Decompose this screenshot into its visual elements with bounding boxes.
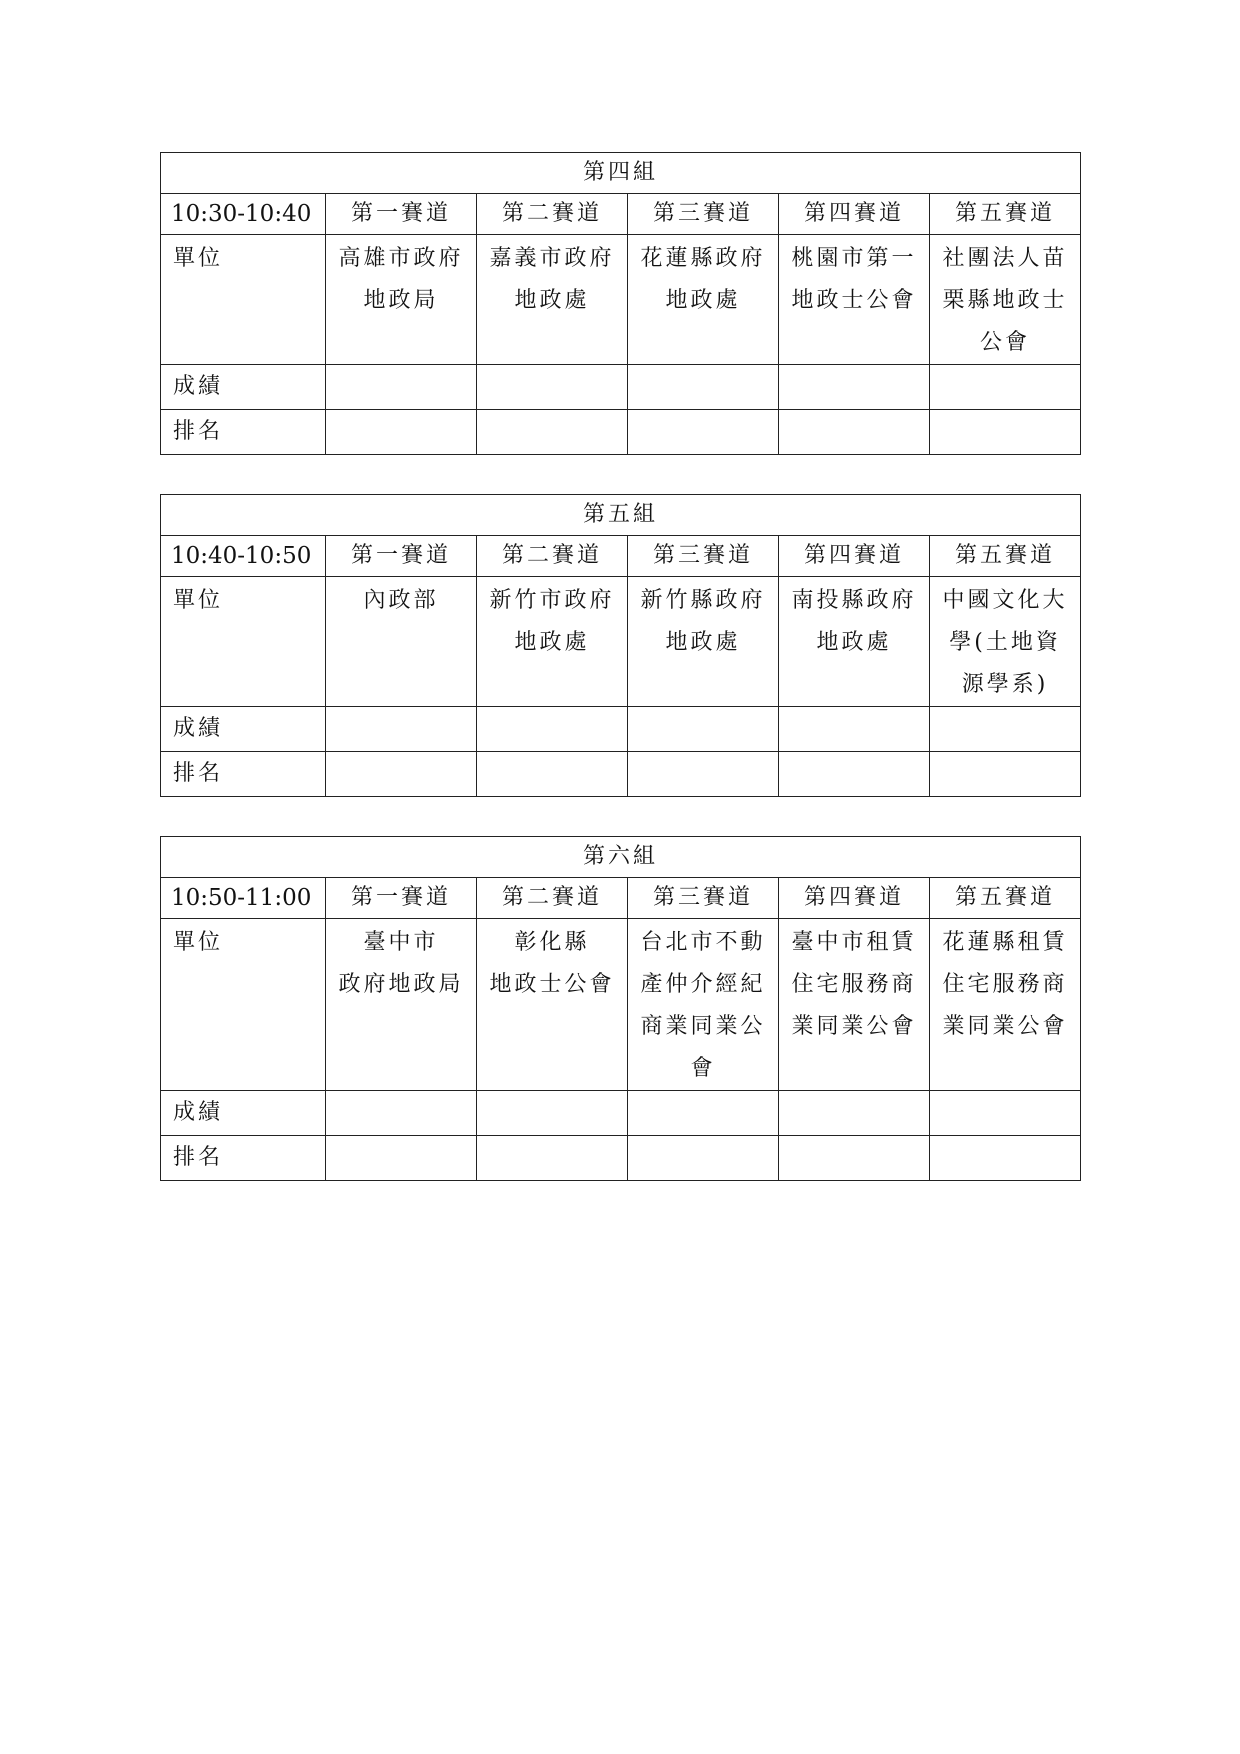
rank-label: 排名 (161, 752, 326, 797)
unit-line: 學(土地資 (949, 630, 1061, 655)
unit-cell (930, 577, 1081, 707)
lane-header: 第三賽道 (628, 536, 779, 577)
unit-line: 新竹市政府 (489, 588, 615, 613)
unit-line: 地政局 (363, 288, 439, 313)
rank-cell[interactable] (477, 752, 628, 797)
unit-line: 南投縣政府 (791, 588, 917, 613)
unit-line: 地政處 (514, 288, 590, 313)
unit-line: 住宅服務商 (942, 972, 1068, 997)
unit-cell (477, 919, 628, 1091)
score-cell[interactable] (477, 707, 628, 752)
score-cell[interactable] (779, 1091, 930, 1136)
unit-line: 公會 (980, 330, 1031, 355)
score-cell[interactable] (930, 365, 1081, 410)
rank-cell[interactable] (628, 752, 779, 797)
group-title: 第六組 (161, 837, 1081, 878)
unit-label: 單位 (161, 919, 326, 1091)
score-cell[interactable] (628, 1091, 779, 1136)
unit-line: 商業同業公 (640, 1014, 766, 1039)
score-cell[interactable] (477, 365, 628, 410)
rank-cell[interactable] (628, 410, 779, 455)
unit-line: 會 (690, 1056, 716, 1081)
unit-cell (628, 919, 779, 1091)
score-cell[interactable] (930, 707, 1081, 752)
lane-header: 第一賽道 (326, 536, 477, 577)
group-title: 第五組 (161, 495, 1081, 536)
unit-cell (930, 235, 1081, 365)
unit-line: 臺中市租賃 (791, 930, 917, 955)
rank-cell[interactable] (930, 752, 1081, 797)
unit-cell (779, 235, 930, 365)
unit-line: 新竹縣政府 (640, 588, 766, 613)
rank-cell[interactable] (930, 410, 1081, 455)
rank-cell[interactable] (779, 1136, 930, 1181)
unit-line: 嘉義市政府 (489, 246, 615, 271)
lane-header: 第二賽道 (477, 536, 628, 577)
unit-line: 台北市不動 (640, 930, 766, 955)
time-slot: 10:50-11:00 (161, 878, 326, 919)
rank-cell[interactable] (779, 752, 930, 797)
unit-line: 桃園市第一 (791, 246, 917, 271)
lane-header: 第四賽道 (779, 194, 930, 235)
unit-cell (779, 919, 930, 1091)
score-cell[interactable] (930, 1091, 1081, 1136)
lane-header: 第三賽道 (628, 194, 779, 235)
unit-line: 地政處 (665, 630, 741, 655)
unit-line: 業同業公會 (791, 1014, 917, 1039)
score-label: 成績 (161, 365, 326, 410)
unit-cell (326, 577, 477, 707)
unit-line: 源學系) (961, 672, 1049, 697)
score-cell[interactable] (779, 707, 930, 752)
unit-cell (628, 577, 779, 707)
unit-cell (477, 577, 628, 707)
score-cell[interactable] (779, 365, 930, 410)
unit-line: 花蓮縣租賃 (942, 930, 1068, 955)
unit-line: 地政處 (514, 630, 590, 655)
lane-header: 第五賽道 (930, 536, 1081, 577)
rank-label: 排名 (161, 410, 326, 455)
unit-line: 栗縣地政士 (942, 288, 1068, 313)
lane-header: 第五賽道 (930, 194, 1081, 235)
rank-cell[interactable] (326, 752, 477, 797)
lane-header: 第二賽道 (477, 194, 628, 235)
unit-line: 高雄市政府 (338, 246, 464, 271)
rank-cell[interactable] (628, 1136, 779, 1181)
group-table (160, 152, 1081, 455)
unit-line: 中國文化大 (942, 588, 1068, 613)
unit-cell (628, 235, 779, 365)
unit-line: 內政部 (363, 588, 439, 613)
unit-line: 政府地政局 (338, 972, 464, 997)
group-table (160, 494, 1081, 797)
unit-cell (930, 919, 1081, 1091)
unit-line: 業同業公會 (942, 1014, 1068, 1039)
lane-header: 第一賽道 (326, 878, 477, 919)
unit-line: 地政士公會 (791, 288, 917, 313)
unit-cell (326, 235, 477, 365)
rank-cell[interactable] (326, 1136, 477, 1181)
unit-line: 地政士公會 (489, 972, 615, 997)
rank-cell[interactable] (779, 410, 930, 455)
score-cell[interactable] (326, 707, 477, 752)
unit-cell (477, 235, 628, 365)
lane-header: 第五賽道 (930, 878, 1081, 919)
score-cell[interactable] (628, 707, 779, 752)
rank-cell[interactable] (477, 410, 628, 455)
score-cell[interactable] (477, 1091, 628, 1136)
rank-cell[interactable] (930, 1136, 1081, 1181)
score-label: 成績 (161, 1091, 326, 1136)
lane-header: 第四賽道 (779, 536, 930, 577)
score-cell[interactable] (326, 1091, 477, 1136)
group-table (160, 836, 1081, 1181)
unit-line: 地政處 (665, 288, 741, 313)
unit-cell (326, 919, 477, 1091)
unit-line: 產仲介經紀 (640, 972, 766, 997)
score-cell[interactable] (326, 365, 477, 410)
unit-line: 彰化縣 (514, 930, 590, 955)
lane-header: 第一賽道 (326, 194, 477, 235)
unit-line: 地政處 (816, 630, 892, 655)
rank-cell[interactable] (326, 410, 477, 455)
unit-label: 單位 (161, 235, 326, 365)
time-slot: 10:40-10:50 (161, 536, 326, 577)
group-title: 第四組 (161, 153, 1081, 194)
unit-line: 臺中市 (363, 930, 439, 955)
lane-header: 第四賽道 (779, 878, 930, 919)
rank-label: 排名 (161, 1136, 326, 1181)
rank-cell[interactable] (477, 1136, 628, 1181)
unit-line: 社團法人苗 (942, 246, 1068, 271)
time-slot: 10:30-10:40 (161, 194, 326, 235)
unit-line: 住宅服務商 (791, 972, 917, 997)
lane-header: 第三賽道 (628, 878, 779, 919)
lane-header: 第二賽道 (477, 878, 628, 919)
score-label: 成績 (161, 707, 326, 752)
score-cell[interactable] (628, 365, 779, 410)
unit-line: 花蓮縣政府 (640, 246, 766, 271)
unit-cell (779, 577, 930, 707)
unit-label: 單位 (161, 577, 326, 707)
